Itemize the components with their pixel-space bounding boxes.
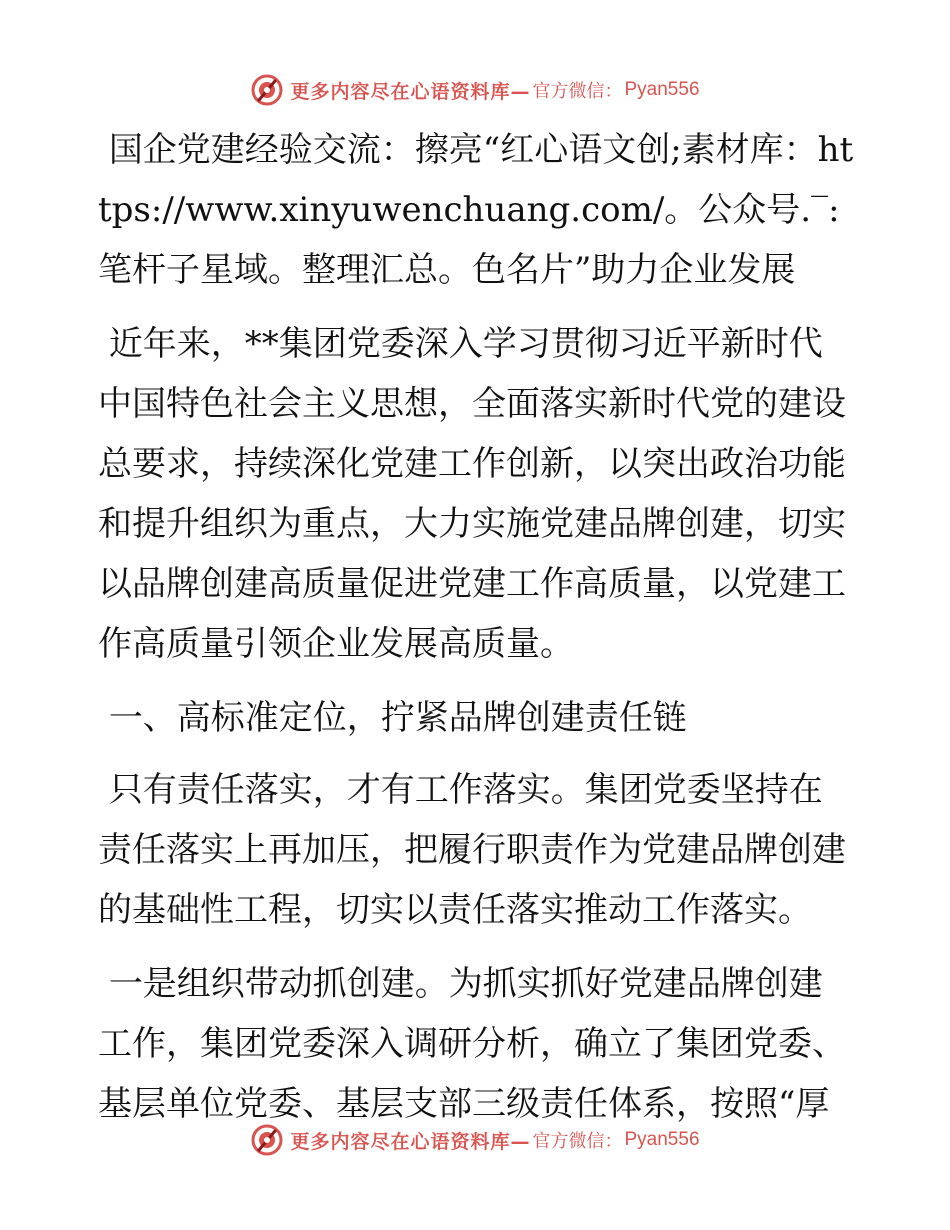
paragraph-organization: 一是组织带动抓创建。为抓实抓好党建品牌创建工作，集团党委深入调研分析，确立了集团党委、基层单位党委、基层支部三级责任体系，按照“厚 xyxy=(98,964,846,1124)
banner-wechat-id: Pyan556 xyxy=(624,1129,700,1150)
paragraph-responsibility: 只有责任落实，才有工作落实。集团党委坚持在责任落实上再加压，把履行职责作为党建品牌创建的基础性工程，切实以责任落实推动工作落实。 xyxy=(98,770,846,930)
banner-wechat-id: Pyan556 xyxy=(624,79,700,100)
brand-logo-icon xyxy=(250,73,284,107)
brand-logo-icon xyxy=(250,1123,284,1157)
banner-wechat-label: 官方微信： xyxy=(532,1131,623,1152)
footer-watermark-banner xyxy=(0,1120,950,1160)
paragraph-intro: 近年来，**集团党委深入学习贯彻习近平新时代中国特色社会主义思想，全面落实新时代党的建设总要求，持续深化党建工作创新，以突出政治功能和提升组织为重点，大力实施党建品牌创建，切实以品牌创建高质量促进党建工作高质量，以党建工作高质量引领企业发展高质量。 xyxy=(98,324,846,664)
banner-wechat-label: 官方微信： xyxy=(532,81,623,102)
section-heading: 一、高标准定位，拧紧品牌创建责任链 xyxy=(98,698,687,738)
document-body xyxy=(98,120,854,1148)
banner-text: 更多内容尽在心语资料库— xyxy=(290,1130,531,1153)
document-title: 国企党建经验交流：擦亮“红心语文创;素材库：https://www.xinyuwenchuang.com/。公众号.‾:笔杆子星域。整理汇总。色名片”助力企业发展 xyxy=(98,130,854,290)
banner-text: 更多内容尽在心语资料库— xyxy=(290,80,531,103)
header-watermark-banner xyxy=(0,70,950,110)
